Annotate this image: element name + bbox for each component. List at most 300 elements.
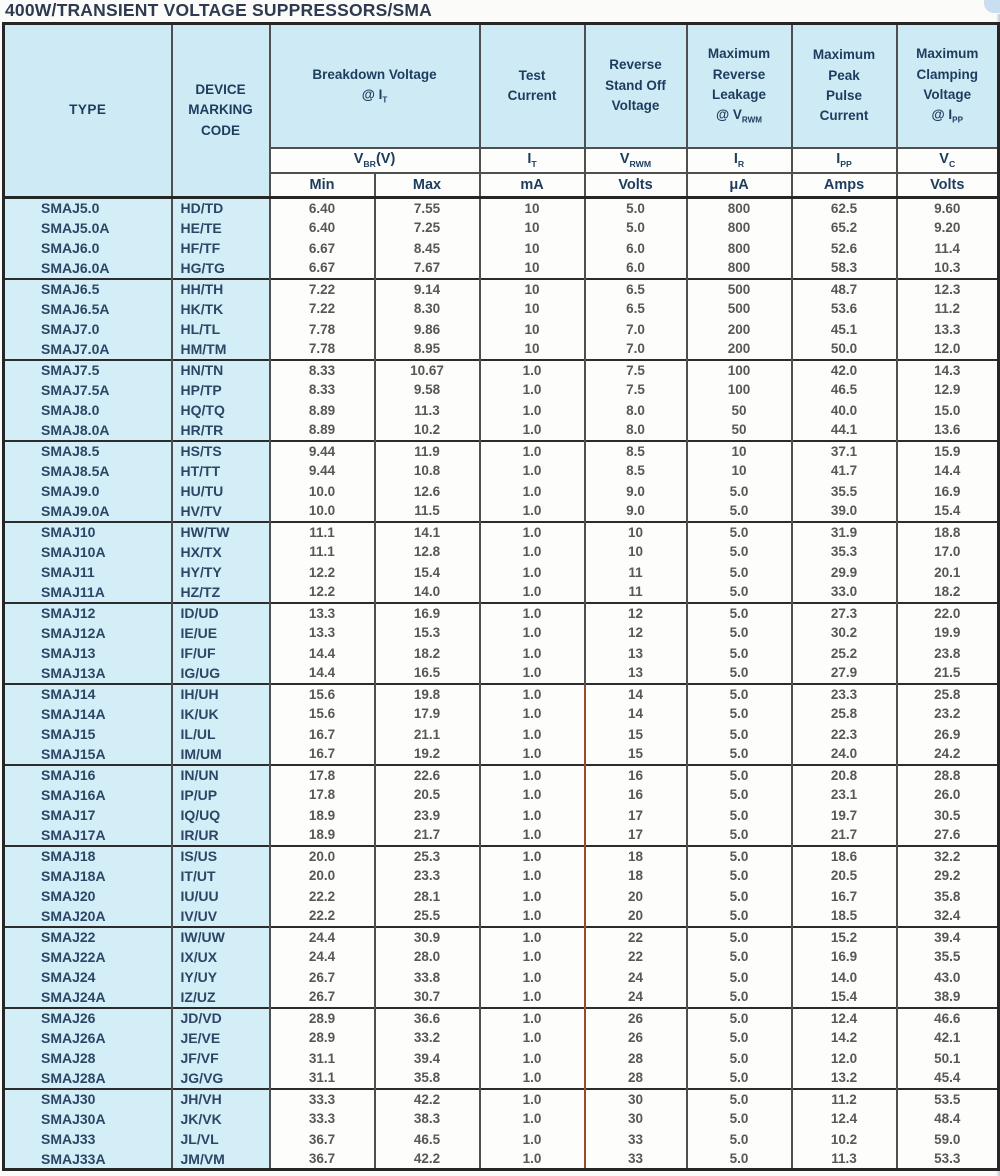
test-current-cell: 1.0	[480, 1149, 585, 1169]
table-row	[4, 1129, 999, 1149]
marking-code-cell: HS/TS	[172, 441, 270, 461]
vbr-max-cell: 15.4	[375, 562, 480, 582]
standoff-voltage-cell: 8.0	[585, 400, 687, 420]
col-header-reverse-leakage	[687, 24, 792, 148]
peak-pulse-current-cell: 31.9	[792, 522, 897, 542]
type-cell: SMAJ14	[4, 684, 172, 704]
standoff-voltage-cell: 18	[585, 846, 687, 866]
vbr-max-cell: 12.8	[375, 542, 480, 562]
peak-pulse-current-cell: 20.8	[792, 765, 897, 785]
marking-code-cell: IT/UT	[172, 866, 270, 886]
vbr-min-cell: 15.6	[270, 704, 375, 724]
vbr-max-cell: 11.9	[375, 441, 480, 461]
clamping-voltage-cell: 13.6	[897, 420, 999, 440]
vbr-min-cell: 22.2	[270, 886, 375, 906]
vbr-min-cell: 28.9	[270, 1028, 375, 1048]
unit-ipp: Amps	[792, 173, 897, 198]
reverse-leakage-cell: 5.0	[687, 846, 792, 866]
standoff-voltage-cell: 14	[585, 704, 687, 724]
table-row	[4, 1028, 999, 1048]
peak-pulse-current-cell: 42.0	[792, 360, 897, 380]
clamping-voltage-cell: 26.0	[897, 785, 999, 805]
table-row	[4, 319, 999, 339]
marking-code-cell: HF/TF	[172, 238, 270, 258]
vbr-max-cell: 19.8	[375, 684, 480, 704]
peak-pulse-current-cell: 11.2	[792, 1089, 897, 1109]
table-row	[4, 663, 999, 683]
test-current-cell: 1.0	[480, 927, 585, 947]
test-current-cell: 1.0	[480, 522, 585, 542]
reverse-leakage-cell: 50	[687, 420, 792, 440]
table-row	[4, 238, 999, 258]
vbr-min-cell: 16.7	[270, 724, 375, 744]
peak-pulse-current-cell: 23.3	[792, 684, 897, 704]
peak-pulse-current-cell: 15.4	[792, 987, 897, 1007]
reverse-leakage-cell: 5.0	[687, 744, 792, 764]
test-current-cell: 10	[480, 299, 585, 319]
marking-code-cell: IZ/UZ	[172, 987, 270, 1007]
type-cell: SMAJ12	[4, 603, 172, 623]
vbr-min-cell: 12.2	[270, 562, 375, 582]
reverse-leakage-cell: 800	[687, 198, 792, 218]
type-cell: SMAJ11	[4, 562, 172, 582]
type-cell: SMAJ30	[4, 1089, 172, 1109]
marking-code-cell: IU/UU	[172, 886, 270, 906]
vbr-max-cell: 7.67	[375, 258, 480, 278]
standoff-voltage-cell: 22	[585, 947, 687, 967]
type-cell: SMAJ7.0A	[4, 339, 172, 359]
reverse-leakage-cell: 10	[687, 441, 792, 461]
peak-pulse-current-cell: 35.5	[792, 481, 897, 501]
clamping-voltage-cell: 46.6	[897, 1008, 999, 1028]
clamping-voltage-cell: 59.0	[897, 1129, 999, 1149]
marking-code-cell: HE/TE	[172, 218, 270, 238]
clamping-voltage-cell: 35.5	[897, 947, 999, 967]
test-current-cell: 1.0	[480, 623, 585, 643]
test-current-cell: 1.0	[480, 663, 585, 683]
vbr-min-cell: 36.7	[270, 1129, 375, 1149]
clamping-voltage-cell: 50.1	[897, 1048, 999, 1068]
reverse-leakage-cell: 5.0	[687, 987, 792, 1007]
reverse-leakage-cell: 5.0	[687, 724, 792, 744]
reverse-leakage-cell: 5.0	[687, 825, 792, 845]
peak-pulse-current-cell: 16.9	[792, 947, 897, 967]
peak-pulse-current-cell: 50.0	[792, 339, 897, 359]
marking-code-cell: HY/TY	[172, 562, 270, 582]
type-cell: SMAJ12A	[4, 623, 172, 643]
vbr-min-cell: 9.44	[270, 461, 375, 481]
vbr-min-cell: 6.67	[270, 258, 375, 278]
type-cell: SMAJ16A	[4, 785, 172, 805]
test-current-cell: 1.0	[480, 643, 585, 663]
reverse-leakage-cell: 5.0	[687, 1048, 792, 1068]
marking-code-cell: HG/TG	[172, 258, 270, 278]
standoff-voltage-cell: 15	[585, 724, 687, 744]
type-cell: SMAJ7.5A	[4, 380, 172, 400]
marking-code-cell: IR/UR	[172, 825, 270, 845]
vbr-min-cell: 26.7	[270, 987, 375, 1007]
header-label: Peak	[828, 67, 860, 83]
test-current-cell: 1.0	[480, 866, 585, 886]
standoff-voltage-cell: 11	[585, 582, 687, 602]
reverse-leakage-cell: 5.0	[687, 542, 792, 562]
type-cell: SMAJ30A	[4, 1109, 172, 1129]
vbr-max-cell: 18.2	[375, 643, 480, 663]
vbr-max-cell: 16.5	[375, 663, 480, 683]
table-row	[4, 704, 999, 724]
type-cell: SMAJ18	[4, 846, 172, 866]
header-label: @ $I_{PP}$	[931, 107, 963, 125]
table-row	[4, 380, 999, 400]
reverse-leakage-cell: 5.0	[687, 623, 792, 643]
clamping-voltage-cell: 19.9	[897, 623, 999, 643]
peak-pulse-current-cell: 13.2	[792, 1068, 897, 1088]
header-label: Stand Off	[605, 77, 666, 93]
clamping-voltage-cell: 45.4	[897, 1068, 999, 1088]
vbr-min-cell: 10.0	[270, 481, 375, 501]
marking-code-cell: HT/TT	[172, 461, 270, 481]
header-label: DEVICE	[195, 82, 246, 98]
unit-it: mA	[480, 173, 585, 198]
peak-pulse-current-cell: 24.0	[792, 744, 897, 764]
vbr-min-cell: 33.3	[270, 1109, 375, 1129]
vbr-max-cell: 20.5	[375, 785, 480, 805]
marking-code-cell: IM/UM	[172, 744, 270, 764]
reverse-leakage-cell: 5.0	[687, 603, 792, 623]
table-row	[4, 765, 999, 785]
reverse-leakage-cell: 5.0	[687, 1008, 792, 1028]
reverse-leakage-cell: 500	[687, 299, 792, 319]
header-label: Voltage	[923, 86, 972, 102]
reverse-leakage-cell: 5.0	[687, 643, 792, 663]
table-row	[4, 805, 999, 825]
type-cell: SMAJ20	[4, 886, 172, 906]
table-row	[4, 198, 999, 218]
col-header-peak-pulse-current	[792, 24, 897, 148]
reverse-leakage-cell: 5.0	[687, 582, 792, 602]
standoff-voltage-cell: 28	[585, 1048, 687, 1068]
marking-code-cell: JH/VH	[172, 1089, 270, 1109]
vbr-max-cell: 30.7	[375, 987, 480, 1007]
vbr-max-cell: 36.6	[375, 1008, 480, 1028]
vbr-max-cell: 9.86	[375, 319, 480, 339]
vbr-min-cell: 24.4	[270, 947, 375, 967]
type-cell: SMAJ22A	[4, 947, 172, 967]
type-cell: SMAJ5.0	[4, 198, 172, 218]
standoff-voltage-cell: 17	[585, 805, 687, 825]
table-row	[4, 1068, 999, 1088]
marking-code-cell: HH/TH	[172, 279, 270, 299]
standoff-voltage-cell: 7.5	[585, 360, 687, 380]
reverse-leakage-cell: 5.0	[687, 562, 792, 582]
clamping-voltage-cell: 53.3	[897, 1149, 999, 1169]
test-current-cell: 1.0	[480, 684, 585, 704]
vbr-max-cell: 12.6	[375, 481, 480, 501]
test-current-cell: 1.0	[480, 420, 585, 440]
vbr-min-cell: 11.1	[270, 522, 375, 542]
vbr-min-cell: 7.78	[270, 319, 375, 339]
type-cell: SMAJ5.0A	[4, 218, 172, 238]
type-cell: SMAJ13	[4, 643, 172, 663]
peak-pulse-current-cell: 46.5	[792, 380, 897, 400]
vbr-max-cell: 9.14	[375, 279, 480, 299]
header-label: Clamping	[916, 66, 978, 82]
reverse-leakage-cell: 5.0	[687, 1089, 792, 1109]
test-current-cell: 1.0	[480, 704, 585, 724]
type-cell: SMAJ14A	[4, 704, 172, 724]
test-current-cell: 10	[480, 258, 585, 278]
peak-pulse-current-cell: 12.0	[792, 1048, 897, 1068]
clamping-voltage-cell: 53.5	[897, 1089, 999, 1109]
table-row	[4, 461, 999, 481]
type-cell: SMAJ8.0	[4, 400, 172, 420]
standoff-voltage-cell: 6.5	[585, 279, 687, 299]
marking-code-cell: JK/VK	[172, 1109, 270, 1129]
vbr-max-cell: 17.9	[375, 704, 480, 724]
vbr-min-cell: 8.89	[270, 400, 375, 420]
vbr-max-cell: 25.3	[375, 846, 480, 866]
standoff-voltage-cell: 17	[585, 825, 687, 845]
test-current-cell: 1.0	[480, 360, 585, 380]
test-current-cell: 1.0	[480, 1129, 585, 1149]
type-cell: SMAJ11A	[4, 582, 172, 602]
reverse-leakage-cell: 200	[687, 319, 792, 339]
clamping-voltage-cell: 42.1	[897, 1028, 999, 1048]
vbr-max-cell: 9.58	[375, 380, 480, 400]
reverse-leakage-cell: 5.0	[687, 684, 792, 704]
peak-pulse-current-cell: 52.6	[792, 238, 897, 258]
vbr-max-cell: 46.5	[375, 1129, 480, 1149]
marking-code-cell: HW/TW	[172, 522, 270, 542]
table-row	[4, 360, 999, 380]
clamping-voltage-cell: 11.4	[897, 238, 999, 258]
table-row	[4, 258, 999, 278]
type-cell: SMAJ15A	[4, 744, 172, 764]
header-label: Maximum	[812, 47, 876, 63]
reverse-leakage-cell: 5.0	[687, 906, 792, 926]
reverse-leakage-cell: 5.0	[687, 501, 792, 521]
table-row	[4, 744, 999, 764]
reverse-leakage-cell: 10	[687, 461, 792, 481]
type-cell: SMAJ9.0A	[4, 501, 172, 521]
vbr-max-cell: 42.2	[375, 1149, 480, 1169]
type-cell: SMAJ6.0	[4, 238, 172, 258]
clamping-voltage-cell: 48.4	[897, 1109, 999, 1129]
marking-code-cell: JE/VE	[172, 1028, 270, 1048]
standoff-voltage-cell: 8.0	[585, 420, 687, 440]
col-header-clamping-voltage	[897, 24, 999, 148]
peak-pulse-current-cell: 27.9	[792, 663, 897, 683]
unit-vbr-min: Min	[270, 173, 375, 198]
clamping-voltage-cell: 13.3	[897, 319, 999, 339]
peak-pulse-current-cell: 48.7	[792, 279, 897, 299]
vbr-max-cell: 35.8	[375, 1068, 480, 1088]
standoff-voltage-cell: 6.0	[585, 258, 687, 278]
clamping-voltage-cell: 18.2	[897, 582, 999, 602]
standoff-voltage-cell: 7.0	[585, 339, 687, 359]
standoff-voltage-cell: 13	[585, 663, 687, 683]
table-row	[4, 522, 999, 542]
header-label: Reverse	[609, 57, 662, 73]
vbr-min-cell: 8.89	[270, 420, 375, 440]
vbr-min-cell: 10.0	[270, 501, 375, 521]
peak-pulse-current-cell: 29.9	[792, 562, 897, 582]
table-row	[4, 967, 999, 987]
clamping-voltage-cell: 15.4	[897, 501, 999, 521]
vbr-min-cell: 7.22	[270, 279, 375, 299]
peak-pulse-current-cell: 53.6	[792, 299, 897, 319]
vbr-max-cell: 8.30	[375, 299, 480, 319]
test-current-cell: 1.0	[480, 562, 585, 582]
peak-pulse-current-cell: 40.0	[792, 400, 897, 420]
vbr-min-cell: 14.4	[270, 663, 375, 683]
test-current-cell: 10	[480, 198, 585, 218]
peak-pulse-current-cell: 12.4	[792, 1008, 897, 1028]
symbol-vrwm: $V_{RWM}$	[585, 148, 687, 173]
clamping-voltage-cell: 17.0	[897, 542, 999, 562]
test-current-cell: 1.0	[480, 380, 585, 400]
clamping-voltage-cell: 15.9	[897, 441, 999, 461]
reverse-leakage-cell: 500	[687, 279, 792, 299]
standoff-voltage-cell: 14	[585, 684, 687, 704]
table-row	[4, 684, 999, 704]
peak-pulse-current-cell: 11.3	[792, 1149, 897, 1169]
vbr-max-cell: 7.25	[375, 218, 480, 238]
test-current-cell: 1.0	[480, 1028, 585, 1048]
vbr-max-cell: 8.45	[375, 238, 480, 258]
standoff-voltage-cell: 7.5	[585, 380, 687, 400]
test-current-cell: 1.0	[480, 481, 585, 501]
standoff-voltage-cell: 28	[585, 1068, 687, 1088]
clamping-voltage-cell: 28.8	[897, 765, 999, 785]
table-row	[4, 218, 999, 238]
vbr-max-cell: 23.3	[375, 866, 480, 886]
reverse-leakage-cell: 5.0	[687, 805, 792, 825]
standoff-voltage-cell: 9.0	[585, 501, 687, 521]
header-label: TYPE	[69, 102, 107, 118]
peak-pulse-current-cell: 62.5	[792, 198, 897, 218]
peak-pulse-current-cell: 25.8	[792, 704, 897, 724]
marking-code-cell: JF/VF	[172, 1048, 270, 1068]
peak-pulse-current-cell: 39.0	[792, 501, 897, 521]
standoff-voltage-cell: 18	[585, 866, 687, 886]
reverse-leakage-cell: 5.0	[687, 1129, 792, 1149]
vbr-max-cell: 11.3	[375, 400, 480, 420]
standoff-voltage-cell: 13	[585, 643, 687, 663]
vbr-min-cell: 12.2	[270, 582, 375, 602]
vbr-min-cell: 6.67	[270, 238, 375, 258]
marking-code-cell: JM/VM	[172, 1149, 270, 1169]
reverse-leakage-cell: 100	[687, 380, 792, 400]
col-header-device-marking-code	[172, 24, 270, 198]
vbr-min-cell: 6.40	[270, 218, 375, 238]
type-cell: SMAJ24A	[4, 987, 172, 1007]
symbol-ir: $I_R$	[687, 148, 792, 173]
peak-pulse-current-cell: 44.1	[792, 420, 897, 440]
type-cell: SMAJ15	[4, 724, 172, 744]
standoff-voltage-cell: 22	[585, 927, 687, 947]
vbr-max-cell: 28.1	[375, 886, 480, 906]
clamping-voltage-cell: 12.9	[897, 380, 999, 400]
peak-pulse-current-cell: 58.3	[792, 258, 897, 278]
vbr-min-cell: 18.9	[270, 825, 375, 845]
type-cell: SMAJ33A	[4, 1149, 172, 1169]
reverse-leakage-cell: 200	[687, 339, 792, 359]
vbr-max-cell: 28.0	[375, 947, 480, 967]
standoff-voltage-cell: 6.5	[585, 299, 687, 319]
reverse-leakage-cell: 5.0	[687, 1149, 792, 1169]
table-row	[4, 927, 999, 947]
vbr-max-cell: 10.8	[375, 461, 480, 481]
test-current-cell: 10	[480, 238, 585, 258]
vbr-min-cell: 13.3	[270, 603, 375, 623]
standoff-voltage-cell: 30	[585, 1109, 687, 1129]
peak-pulse-current-cell: 41.7	[792, 461, 897, 481]
vbr-max-cell: 14.0	[375, 582, 480, 602]
vbr-min-cell: 11.1	[270, 542, 375, 562]
clamping-voltage-cell: 18.8	[897, 522, 999, 542]
clamping-voltage-cell: 35.8	[897, 886, 999, 906]
test-current-cell: 1.0	[480, 785, 585, 805]
marking-code-cell: IE/UE	[172, 623, 270, 643]
standoff-voltage-cell: 30	[585, 1089, 687, 1109]
marking-code-cell: IQ/UQ	[172, 805, 270, 825]
page-title: 400W/TRANSIENT VOLTAGE SUPPRESSORS/SMA	[5, 0, 433, 20]
header-label: Pulse	[825, 87, 863, 103]
marking-code-cell: IL/UL	[172, 724, 270, 744]
test-current-cell: 1.0	[480, 542, 585, 562]
test-current-cell: 1.0	[480, 501, 585, 521]
test-current-cell: 1.0	[480, 1109, 585, 1129]
test-current-cell: 1.0	[480, 1089, 585, 1109]
symbol-vc: $V_C$	[897, 148, 999, 173]
type-cell: SMAJ18A	[4, 866, 172, 886]
reverse-leakage-cell: 5.0	[687, 967, 792, 987]
marking-code-cell: HP/TP	[172, 380, 270, 400]
test-current-cell: 1.0	[480, 1048, 585, 1068]
reverse-leakage-cell: 5.0	[687, 785, 792, 805]
clamping-voltage-cell: 25.8	[897, 684, 999, 704]
table-row	[4, 542, 999, 562]
vbr-min-cell: 36.7	[270, 1149, 375, 1169]
standoff-voltage-cell: 7.0	[585, 319, 687, 339]
marking-code-cell: IX/UX	[172, 947, 270, 967]
reverse-leakage-cell: 5.0	[687, 1068, 792, 1088]
header-label: Reverse	[712, 66, 766, 82]
peak-pulse-current-cell: 22.3	[792, 724, 897, 744]
vbr-max-cell: 21.7	[375, 825, 480, 845]
test-current-cell: 1.0	[480, 461, 585, 481]
vbr-max-cell: 25.5	[375, 906, 480, 926]
table-row	[4, 582, 999, 602]
clamping-voltage-cell: 23.8	[897, 643, 999, 663]
clamping-voltage-cell: 30.5	[897, 805, 999, 825]
vbr-min-cell: 17.8	[270, 785, 375, 805]
reverse-leakage-cell: 5.0	[687, 927, 792, 947]
marking-code-cell: HD/TD	[172, 198, 270, 218]
vbr-min-cell: 20.0	[270, 866, 375, 886]
vbr-min-cell: 20.0	[270, 846, 375, 866]
vbr-min-cell: 33.3	[270, 1089, 375, 1109]
clamping-voltage-cell: 16.9	[897, 481, 999, 501]
vbr-min-cell: 31.1	[270, 1048, 375, 1068]
reverse-leakage-cell: 5.0	[687, 947, 792, 967]
table-row	[4, 724, 999, 744]
test-current-cell: 1.0	[480, 400, 585, 420]
peak-pulse-current-cell: 37.1	[792, 441, 897, 461]
marking-code-cell: HN/TN	[172, 360, 270, 380]
type-cell: SMAJ8.5A	[4, 461, 172, 481]
